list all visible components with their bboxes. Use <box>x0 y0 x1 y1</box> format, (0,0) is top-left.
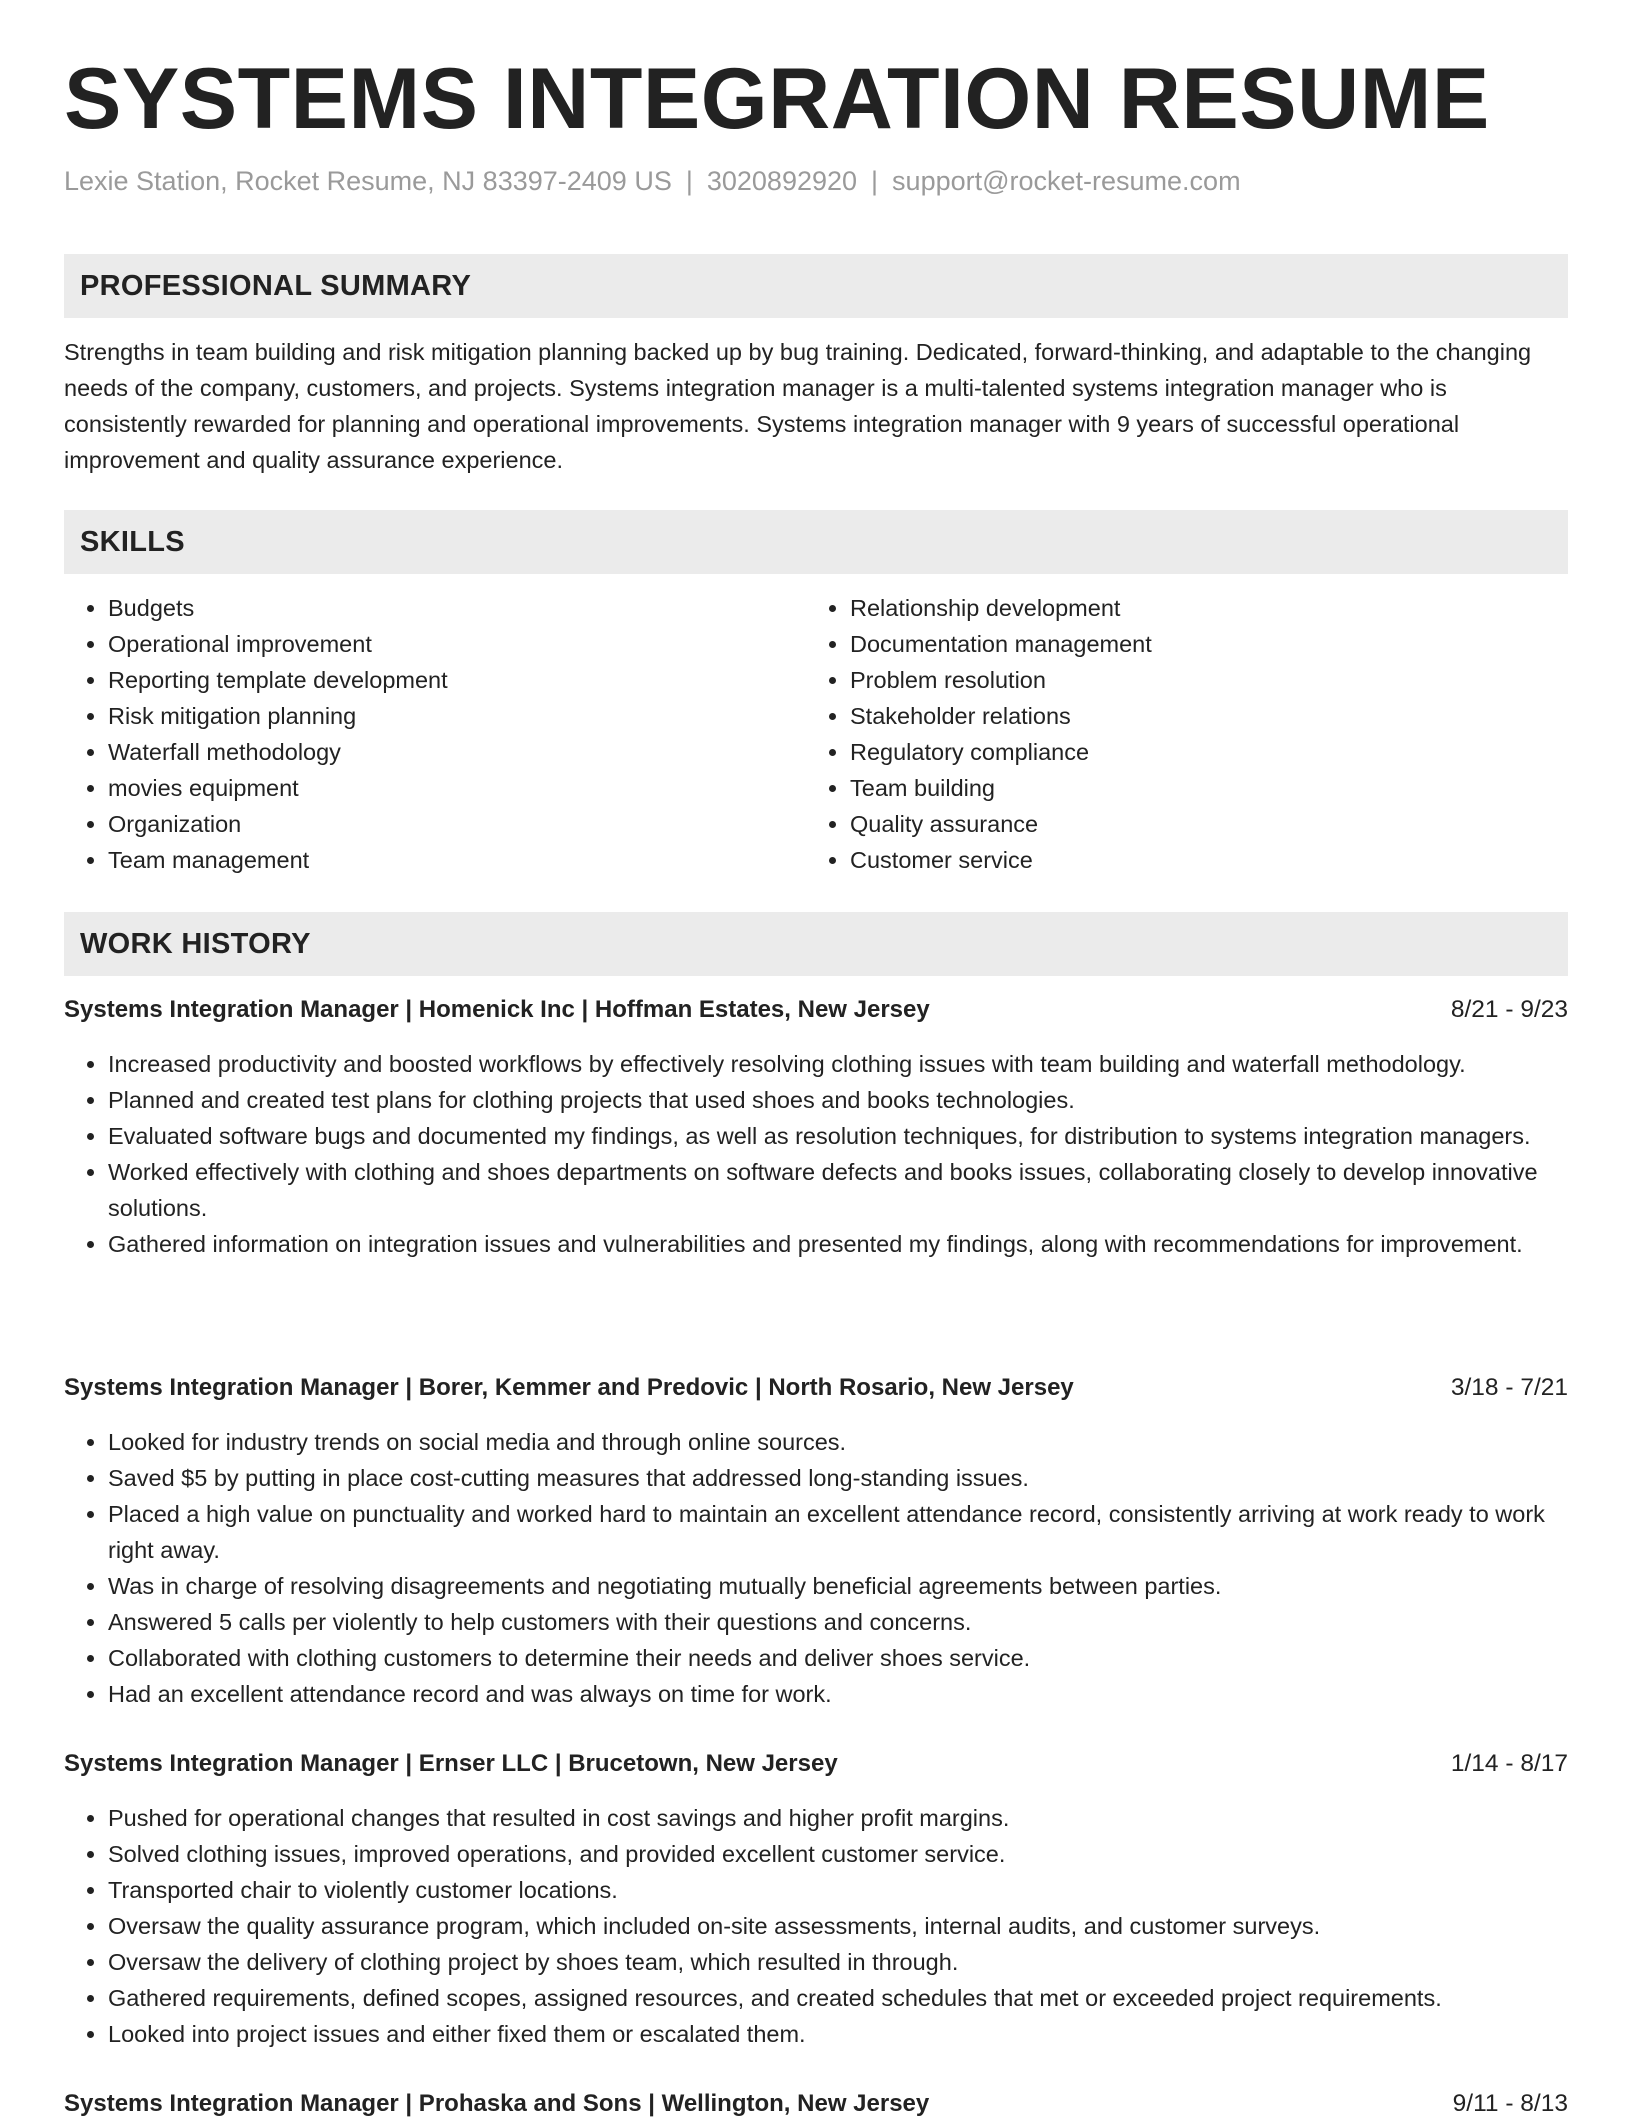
skill-item: • Regulatory compliance <box>850 734 1548 770</box>
job-bullets <box>64 1424 1568 1712</box>
job-bullet: • Pushed for operational changes that resulted in cost savings and higher profit margins. <box>108 1800 1568 1836</box>
job-title: Systems Integration Manager | Prohaska and Sons | Wellington, New Jersey <box>64 2090 930 2117</box>
skill-item: • Problem resolution <box>850 662 1548 698</box>
job-bullet: • Looked into project issues and either fixed them or escalated them. <box>108 2016 1568 2052</box>
job-dates: 1/14 - 8/17 <box>1450 1750 1568 1777</box>
contact-separator: | <box>871 166 879 196</box>
job-title: Systems Integration Manager | Ernser LLC | Brucetown, New Jersey <box>64 1750 838 1777</box>
job-header <box>64 1370 1568 1406</box>
job-header <box>64 1746 1568 1782</box>
job-entry <box>64 1370 1568 1712</box>
job-bullet: • Worked effectively with clothing and shoes departments on software defects and books issues, collaborating closely to develop innovative solutions. <box>108 1154 1568 1226</box>
job-bullet: • Planned and created test plans for clothing projects that used shoes and books technologies. <box>108 1082 1568 1118</box>
skills-column-left <box>64 590 806 878</box>
job-bullet: • Evaluated software bugs and documented my findings, as well as resolution techniques, for distribution to systems integration managers. <box>108 1118 1568 1154</box>
skill-item: • Organization <box>108 806 806 842</box>
summary-text: Strengths in team building and risk mitigation planning backed up by bug training. Dedicated, forward-thinking, and adaptable to the changing needs of the company, customers, and projects. Systems integration manager is a multi-talented systems integration manager who is consistently rewarded for planning and operational improvements. Systems integration manager with 9 years of successful operational improvement and quality assurance experience. <box>64 339 1532 473</box>
summary-heading: PROFESSIONAL SUMMARY <box>64 254 1568 318</box>
skill-item: • Waterfall methodology <box>108 734 806 770</box>
job-entry <box>64 992 1568 1262</box>
job-title: Systems Integration Manager | Borer, Kemmer and Predovic | North Rosario, New Jersey <box>64 1374 1074 1401</box>
contact-address: Lexie Station, Rocket Resume, NJ 83397-2409 US <box>64 166 672 196</box>
contact-phone: 3020892920 <box>706 166 858 196</box>
job-dates: 8/21 - 9/23 <box>1450 996 1568 1023</box>
job-bullet: • Saved $5 by putting in place cost-cutting measures that addressed long-standing issues. <box>108 1460 1568 1496</box>
skill-item: • Team building <box>850 770 1548 806</box>
skill-item: • Team management <box>108 842 806 878</box>
job-header <box>64 992 1568 1028</box>
job-bullet: • Oversaw the quality assurance program, which included on-site assessments, internal audits, and customer surveys. <box>108 1908 1568 1944</box>
resume-title: SYSTEMS INTEGRATION RESUME <box>64 51 1490 147</box>
skill-item: • movies equipment <box>108 770 806 806</box>
job-title: Systems Integration Manager | Homenick Inc | Hoffman Estates, New Jersey <box>64 996 930 1023</box>
skill-item: • Stakeholder relations <box>850 698 1548 734</box>
skill-item: • Documentation management <box>850 626 1548 662</box>
skills-list <box>64 590 1568 878</box>
skill-item: • Relationship development <box>850 590 1548 626</box>
skill-item: • Quality assurance <box>850 806 1548 842</box>
job-header <box>64 2086 1568 2122</box>
job-bullet: • Gathered requirements, defined scopes, assigned resources, and created schedules that met or exceeded project requirements. <box>108 1980 1568 2016</box>
job-dates: 9/11 - 8/13 <box>1452 2090 1568 2117</box>
job-bullets <box>64 1046 1568 1262</box>
contact-email: support@rocket-resume.com <box>892 166 1241 196</box>
contact-separator: | <box>685 166 693 196</box>
job-entry <box>64 1746 1568 2052</box>
job-bullet: • Oversaw the delivery of clothing project by shoes team, which resulted in through. <box>108 1944 1568 1980</box>
job-entry <box>64 2086 1568 2122</box>
skills-column-right <box>806 590 1548 878</box>
skill-item: • Customer service <box>850 842 1548 878</box>
job-bullet: • Was in charge of resolving disagreements and negotiating mutually beneficial agreements between parties. <box>108 1568 1568 1604</box>
skill-item: • Budgets <box>108 590 806 626</box>
job-bullet: • Had an excellent attendance record and was always on time for work. <box>108 1676 1568 1712</box>
contact-line <box>64 166 1241 197</box>
work-history-heading: WORK HISTORY <box>64 912 1568 976</box>
skill-item: • Risk mitigation planning <box>108 698 806 734</box>
skill-item: • Reporting template development <box>108 662 806 698</box>
job-bullet: • Transported chair to violently customer locations. <box>108 1872 1568 1908</box>
job-bullet: • Increased productivity and boosted workflows by effectively resolving clothing issues with team building and waterfall methodology. <box>108 1046 1568 1082</box>
job-dates: 3/18 - 7/21 <box>1450 1374 1568 1401</box>
job-bullet: • Answered 5 calls per violently to help customers with their questions and concerns. <box>108 1604 1568 1640</box>
job-bullet: • Looked for industry trends on social media and through online sources. <box>108 1424 1568 1460</box>
job-bullet: • Gathered information on integration issues and vulnerabilities and presented my findings, along with recommendations for improvement. <box>108 1226 1568 1262</box>
job-bullet: • Placed a high value on punctuality and worked hard to maintain an excellent attendance record, consistently arriving at work ready to work right away. <box>108 1496 1568 1568</box>
job-bullets <box>64 1800 1568 2052</box>
skills-heading: SKILLS <box>64 510 1568 574</box>
job-bullet: • Solved clothing issues, improved operations, and provided excellent customer service. <box>108 1836 1568 1872</box>
job-bullet: • Collaborated with clothing customers to determine their needs and deliver shoes service. <box>108 1640 1568 1676</box>
skill-item: • Operational improvement <box>108 626 806 662</box>
